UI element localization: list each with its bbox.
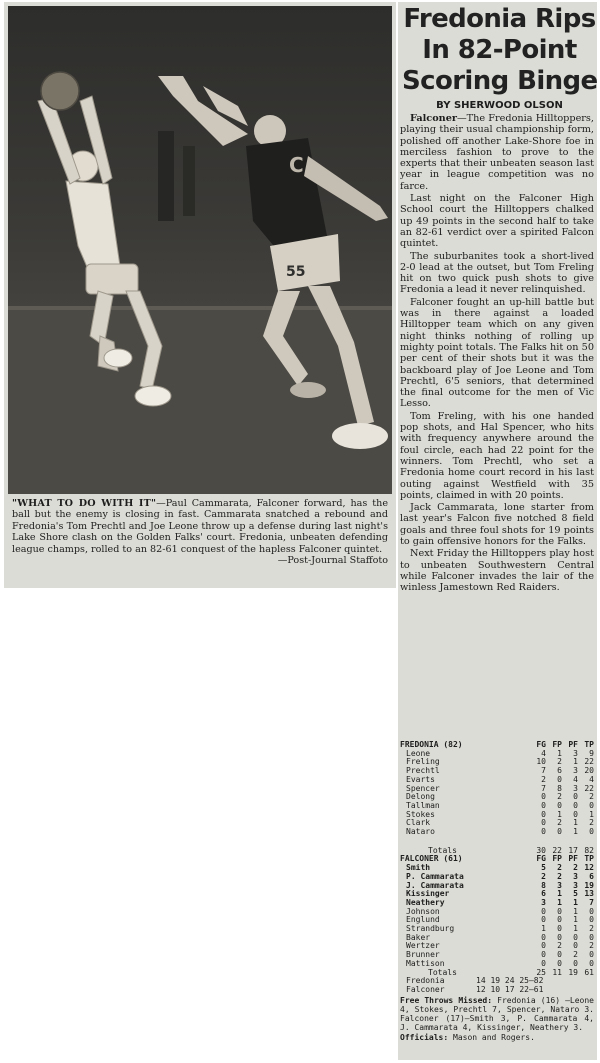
player-name: Englund (406, 916, 440, 925)
quarter-scores: 14 19 24 25—82 (476, 977, 544, 986)
player-name: Spencer (406, 784, 440, 793)
player-row (400, 776, 594, 785)
stat-tp: 0 (589, 916, 594, 925)
stat-fg: 0 (541, 933, 546, 942)
total-fg: 25 (536, 968, 546, 977)
player-row (400, 899, 594, 908)
stat-fg: 5 (541, 864, 546, 873)
stat-pf: 4 (573, 775, 578, 784)
column-header: FG (536, 855, 546, 864)
player-name: Clark (406, 819, 431, 828)
stat-pf: 3 (573, 749, 578, 758)
column-header: PF (568, 855, 578, 864)
column-header: FP (552, 855, 562, 864)
player-row (400, 934, 594, 943)
quarter-scores: 12 10 17 22—61 (476, 985, 544, 994)
stat-fp: 1 (557, 749, 562, 758)
stat-tp: 0 (589, 907, 594, 916)
player-row (400, 960, 594, 969)
player-row (400, 873, 594, 882)
stat-pf: 1 (573, 925, 578, 934)
stat-fp: 0 (557, 959, 562, 968)
stat-fg: 0 (541, 951, 546, 960)
stat-pf: 5 (573, 890, 578, 899)
stat-pf: 1 (573, 819, 578, 828)
stat-tp: 6 (589, 872, 594, 881)
total-fg: 30 (536, 846, 546, 855)
quarter-row (400, 986, 594, 995)
caption-lead: "WHAT TO DO WITH IT" (12, 498, 157, 509)
byline: BY SHERWOOD OLSON (436, 100, 563, 111)
stat-pf: 0 (573, 959, 578, 968)
player-row (400, 942, 594, 951)
article-paragraph: Falconer fought an up-hill battle but was in there against a loaded Hilltopper team which on any given night thinks nothing of rolling up mighty point totals. The Falks hit on 50 per cent of their shots but it was the backboard play of Joe Leone and Tom Prechtl, 6'5 seniors, that determined the final outcome for the men of Vic Lesso. (400, 296, 594, 410)
stat-fp: 2 (557, 942, 562, 951)
stat-fp: 6 (557, 767, 562, 776)
player-name: Smith (406, 864, 431, 873)
totals-label: Totals (428, 846, 457, 855)
stat-pf: 3 (573, 881, 578, 890)
team-header-row (400, 855, 594, 864)
article-paragraph: Jack Cammarata, lone starter from last year's Falcon five notched 8 field goals and three foul shots for 19 points to gain offensive honors for the Falks. (400, 502, 594, 547)
team-name: FREDONIA (82) (400, 741, 463, 749)
stat-fg: 0 (541, 810, 546, 819)
stat-pf: 2 (573, 951, 578, 960)
column-header: FP (552, 741, 562, 749)
stat-pf: 1 (573, 898, 578, 907)
stat-fg: 4 (541, 749, 546, 758)
player-row (400, 916, 594, 925)
stat-fg: 0 (541, 959, 546, 968)
stat-tp: 12 (584, 864, 594, 873)
dateline: Falconer (410, 113, 457, 124)
stat-pf: 1 (573, 916, 578, 925)
basketball-photo (8, 6, 392, 494)
stat-fp: 3 (557, 881, 562, 890)
player-row (400, 882, 594, 891)
free-throws-text: Fredonia (16) —Leone 4, Stokes, Prechtl 7, Spencer, Nataro 3. Falconer (17)—Smith 3, P. Cammarata 4, J. Cammarata 4, Kissinger, Neathery 3. (400, 995, 594, 1032)
stat-tp: 9 (589, 749, 594, 758)
total-pf: 19 (568, 968, 578, 977)
player-row (400, 767, 594, 776)
stat-fp: 2 (557, 872, 562, 881)
column-header: TP (584, 855, 594, 864)
headline (402, 4, 597, 97)
stat-fg: 0 (541, 916, 546, 925)
stat-fp: 0 (557, 828, 562, 837)
stat-tp: 2 (589, 793, 594, 802)
stat-pf: 0 (573, 942, 578, 951)
player-name: Nataro (406, 828, 435, 837)
box-score-table (400, 741, 594, 977)
player-name: Freling (406, 758, 440, 767)
stat-tp: 0 (589, 828, 594, 837)
player-row (400, 793, 594, 802)
stat-pf: 3 (573, 767, 578, 776)
stat-fp: 0 (557, 916, 562, 925)
stat-tp: 2 (589, 819, 594, 828)
player-row (400, 890, 594, 899)
officials (400, 1033, 594, 1042)
stat-tp: 22 (584, 784, 594, 793)
stat-tp: 7 (589, 898, 594, 907)
player-name: Wertzer (406, 942, 440, 951)
player-row (400, 811, 594, 820)
player-name: J. Cammarata (406, 881, 464, 890)
stat-fg: 1 (541, 925, 546, 934)
team-header-row (400, 741, 594, 750)
player-row (400, 925, 594, 934)
basketball (41, 72, 79, 110)
stat-tp: 1 (589, 810, 594, 819)
totals-row (400, 847, 594, 856)
stat-fp: 1 (557, 898, 562, 907)
svg-text:C: C (289, 153, 304, 177)
totals-label: Totals (428, 968, 457, 977)
player-row (400, 864, 594, 873)
stat-pf: 1 (573, 828, 578, 837)
stat-fp: 0 (557, 925, 562, 934)
stat-tp: 0 (589, 951, 594, 960)
article-paragraph: Tom Freling, with his one handed pop shots, and Hal Spencer, who hits with frequency anywhere around the foul circle, each had 22 point for the winners. Tom Prechtl, who set a Fredonia home court record in his last outing against Westfield with 35 points, claimed in with 20 points. (400, 410, 594, 501)
stat-fg: 0 (541, 907, 546, 916)
player-name: Leone (406, 749, 431, 758)
player-name: Johnson (406, 907, 440, 916)
stat-tp: 0 (589, 801, 594, 810)
player-name: Baker (406, 933, 431, 942)
stat-fp: 1 (557, 890, 562, 899)
stat-pf: 1 (573, 907, 578, 916)
player-name: Delong (406, 793, 435, 802)
stat-pf: 0 (573, 801, 578, 810)
column-header: TP (584, 741, 594, 749)
officials-label: Officials: (400, 1032, 449, 1042)
stat-fp: 0 (557, 933, 562, 942)
stat-fg: 0 (541, 801, 546, 810)
stat-pf: 3 (573, 784, 578, 793)
stat-fp: 0 (557, 907, 562, 916)
photo-illustration (8, 6, 392, 494)
stat-tp: 0 (589, 959, 594, 968)
stat-tp: 22 (584, 758, 594, 767)
stat-fg: 7 (541, 784, 546, 793)
article-paragraph: Next Friday the Hilltoppers play host to unbeaten Southwestern Central while Falconer invades the lair of the winless Jamestown Red Raiders. (400, 548, 594, 594)
stat-pf: 0 (573, 793, 578, 802)
stat-fg: 8 (541, 881, 546, 890)
stat-fg: 0 (541, 828, 546, 837)
stat-fg: 0 (541, 942, 546, 951)
stat-fp: 2 (557, 758, 562, 767)
stat-fg: 10 (536, 758, 546, 767)
article-paragraph: Last night on the Falconer High School court the Hilltoppers chalked up 49 points in the second half to take an 82-61 verdict over a spirited Falcon quintet. (400, 193, 594, 250)
player-name: Prechtl (406, 767, 440, 776)
stat-fp: 0 (557, 801, 562, 810)
background-figure (158, 131, 174, 221)
officials-text: Mason and Rogers. (453, 1032, 535, 1042)
stat-fp: 2 (557, 793, 562, 802)
free-throws-label: Free Throws Missed: (400, 995, 493, 1005)
total-tp: 82 (584, 846, 594, 855)
total-fp: 22 (552, 846, 562, 855)
stat-pf: 1 (573, 758, 578, 767)
caption-body: —Paul Cammarata, Falconer forward, has the ball but the enemy is closing in fast. Cammarata snatched a rebound and Fredonia's Tom Prechtl and Joe Leone throw up a defense during last night's Lake Shore clash on the Golden Falks' court. Fredonia, unbeaten defending league champs, rolled to an 82-61 conquest of the hapless Falconer quintet. (12, 498, 388, 555)
article-paragraph: The suburbanites took a short-lived 2-0 lead at the outset, but Tom Freling hit on two quick push shots to give Fredonia a lead it never relinquished. (400, 250, 594, 296)
player-row (400, 819, 594, 828)
stat-fg: 0 (541, 819, 546, 828)
stat-fp: 2 (557, 819, 562, 828)
quarter-row (400, 977, 594, 986)
jersey-number: 55 (286, 264, 306, 280)
player-row (400, 802, 594, 811)
stat-fg: 0 (541, 793, 546, 802)
quarter-team: Falconer (406, 985, 445, 994)
stat-tp: 0 (589, 933, 594, 942)
photo-credit: —Post-Journal Staffoto (277, 555, 388, 567)
player-row (400, 951, 594, 960)
background-figure (183, 146, 195, 216)
player-name: Tallman (406, 801, 440, 810)
article-body (400, 113, 594, 594)
stat-pf: 0 (573, 810, 578, 819)
player-name: Neathery (406, 898, 445, 907)
stat-fp: 1 (557, 810, 562, 819)
headline-line: Scoring Binge (402, 66, 598, 96)
stat-tp: 20 (584, 767, 594, 776)
stat-fp: 2 (557, 864, 562, 873)
stat-fg: 3 (541, 898, 546, 907)
player-name: P. Cammarata (406, 872, 464, 881)
stat-fg: 6 (541, 890, 546, 899)
stat-fp: 8 (557, 784, 562, 793)
stat-fg: 7 (541, 767, 546, 776)
player-name: Evarts (406, 775, 435, 784)
stat-fg: 2 (541, 872, 546, 881)
stat-tp: 4 (589, 775, 594, 784)
player-name: Stokes (406, 810, 435, 819)
column-header: FG (536, 741, 546, 749)
quarter-scores (400, 977, 594, 994)
stat-pf: 0 (573, 933, 578, 942)
stat-tp: 13 (584, 890, 594, 899)
stat-tp: 2 (589, 942, 594, 951)
photo-caption (12, 498, 388, 566)
stat-tp: 2 (589, 925, 594, 934)
player-row (400, 828, 594, 837)
total-fp: 11 (552, 968, 562, 977)
player-row (400, 785, 594, 794)
stat-fg: 2 (541, 775, 546, 784)
spacer-row (400, 837, 594, 847)
total-tp: 61 (584, 968, 594, 977)
player-name: Kissinger (406, 890, 450, 899)
article-paragraph: Falconer—The Fredonia Hilltoppers, playing their usual championship form, polished off another Lake-Shore foe in merciless fashion to prove to the experts that their unbeaten season last year in league competition was no farce. (400, 113, 594, 192)
headline-line: In 82-Point (422, 35, 577, 65)
player-row (400, 750, 594, 759)
stat-pf: 3 (573, 872, 578, 881)
player-name: Strandburg (406, 925, 455, 934)
player-row (400, 908, 594, 917)
quarter-team: Fredonia (406, 977, 445, 986)
free-throws-missed (400, 996, 594, 1032)
stat-pf: 2 (573, 864, 578, 873)
box-score (400, 741, 594, 1042)
totals-row (400, 969, 594, 978)
player-name: Mattison (406, 959, 445, 968)
column-header: PF (568, 741, 578, 749)
headline-line: Fredonia Rips (403, 4, 596, 34)
stat-tp: 19 (584, 881, 594, 890)
player-row (400, 758, 594, 767)
stat-fp: 0 (557, 775, 562, 784)
team-name: FALCONER (61) (400, 855, 463, 864)
total-pf: 17 (568, 846, 578, 855)
player-name: Brunner (406, 951, 440, 960)
stat-fp: 0 (557, 951, 562, 960)
